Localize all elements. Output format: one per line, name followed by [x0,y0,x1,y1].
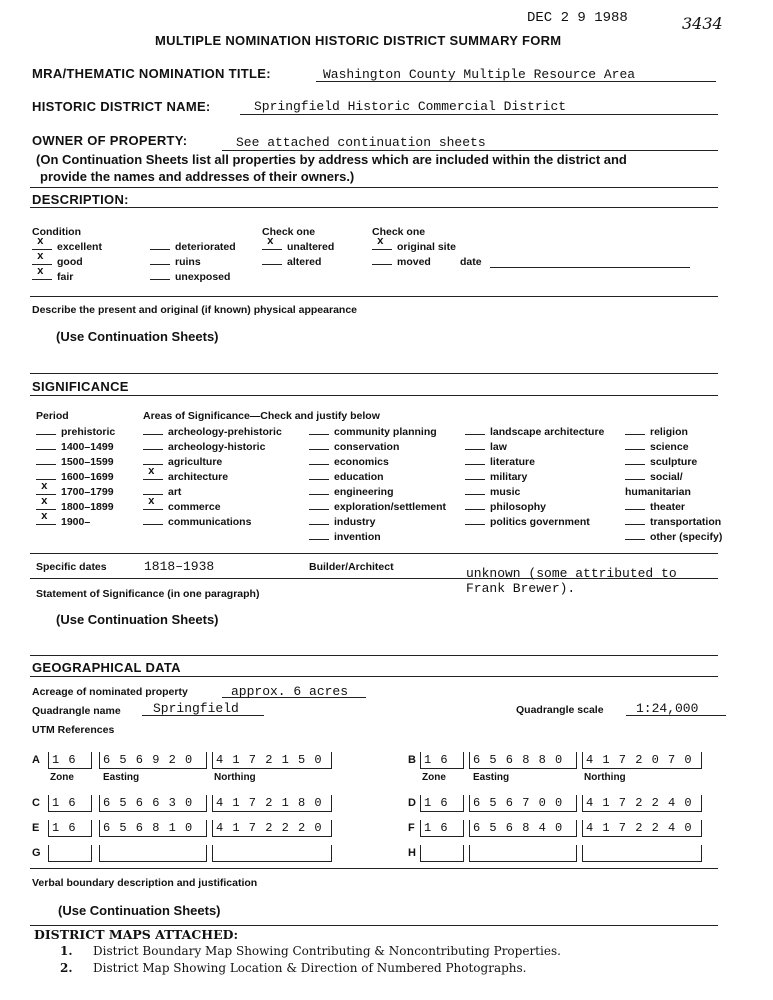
option-unexposed [150,270,236,285]
checkbox-ruins[interactable] [150,256,170,265]
owner-value[interactable]: See attached continuation sheets [236,135,486,150]
check-mark-icon: x [37,266,44,278]
option-label: 1400–1499 [61,441,114,453]
option-label: philosophy [490,501,546,513]
option-agriculture [143,455,282,470]
option-ruins [150,255,236,270]
option-1900 [36,511,115,530]
option-label: unaltered [287,241,335,253]
option-label: fair [57,271,74,283]
option-label: original site [397,241,456,253]
option-label: politics government [490,516,590,528]
checkbox-excellent[interactable] [32,236,52,250]
site-list [372,236,456,270]
checkbox-literature[interactable] [465,456,485,465]
utm-easting-field[interactable]: 6 5 6 6 3 0 [99,795,207,812]
option-1400-1499 [36,440,115,455]
utm-ref-letter: D [408,797,416,809]
option-philosophy [465,500,604,515]
option-moved [372,255,456,270]
option-1500-1599 [36,455,115,470]
checkbox-moved[interactable] [372,256,392,265]
handwritten-number: 3434 [682,14,723,33]
option-archeology-historic [143,440,282,455]
option-label: music [490,486,521,498]
option-label: prehistoric [61,426,116,438]
quadrangle-scale-label: Quadrangle scale [516,704,604,716]
checkbox-unexposed[interactable] [150,271,170,280]
mra-underline [316,81,716,82]
checkbox-theater[interactable] [625,501,645,510]
utm-ref-letter: A [32,754,40,766]
significance-continuation: (Use Continuation Sheets) [56,612,219,627]
checkbox-economics[interactable] [309,456,329,465]
utm-zone-field[interactable]: 1 6 [420,752,464,769]
option-label: landscape architecture [490,426,605,438]
specific-dates-value[interactable]: 1818–1938 [144,559,215,574]
checkbox-exploration-settlement[interactable] [309,501,329,510]
quadrangle-name-label: Quadrangle name [32,705,121,717]
option-label: law [490,441,507,453]
utm-easting-field[interactable] [99,845,207,862]
checkbox-sculpture[interactable] [625,456,645,465]
utm-zone-label: Zone [422,772,446,783]
option-label: archeology-prehistoric [168,426,282,438]
option-label: industry [334,516,376,528]
checkbox-social[interactable] [625,471,645,480]
divider [30,187,718,188]
option-label: moved [397,256,431,268]
option-landscape-architecture [465,425,604,440]
option-label: deteriorated [175,241,236,253]
option-engineering [309,485,446,500]
option-label: military [490,471,528,483]
checkbox-religion[interactable] [625,426,645,435]
option-art [143,485,282,500]
checkbox-invention[interactable] [309,531,329,540]
option-architecture [143,466,282,485]
district-underline [240,114,718,115]
option-science [625,440,722,455]
option-label: architecture [168,471,229,483]
divider [30,373,718,374]
option-label: economics [334,456,389,468]
map-item-number: 1. [60,944,73,958]
scale-underline [626,715,726,716]
option-social [625,470,722,485]
geo-continuation: (Use Continuation Sheets) [58,903,221,918]
option-label: religion [650,426,688,438]
option-community-planning [309,425,446,440]
areas-column-4 [625,425,722,545]
option-label: unexposed [175,271,231,283]
divider [30,925,718,926]
utm-easting-label: Easting [473,772,510,783]
description-heading: DESCRIPTION: [32,192,129,207]
option-literature [465,455,604,470]
option-altered [262,255,334,270]
areas-column-2 [309,425,446,545]
maps-heading: DISTRICT MAPS ATTACHED: [34,927,239,942]
checkbox-archeology-historic[interactable] [143,441,163,450]
checkbox-good[interactable] [32,251,52,265]
areas-column-3 [465,425,604,530]
option-label: invention [334,531,381,543]
check-mark-icon: x [41,481,48,493]
option-politics-government [465,515,604,530]
option-religion [625,425,722,440]
checkbox-military[interactable] [465,471,485,480]
divider [30,553,718,554]
checkbox-engineering[interactable] [309,486,329,495]
checkbox-education[interactable] [309,471,329,480]
utm-zone-field[interactable] [48,845,92,862]
utm-zone-field[interactable]: 1 6 [48,752,92,769]
option-label: sculpture [650,456,698,468]
received-date-stamp: DEC 2 9 1988 [527,10,628,26]
option-military [465,470,604,485]
option-label: 1600–1699 [61,471,114,483]
areas-column-1 [143,425,282,530]
option-label: science [650,441,689,453]
option-commerce [143,496,282,515]
utm-northing-field[interactable]: 4 1 7 2 2 4 0 [582,820,702,837]
checkbox-other-specify[interactable] [625,531,645,540]
map-item-number: 2. [60,961,73,975]
option-label: altered [287,256,322,268]
acreage-value[interactable]: approx. 6 acres [231,684,349,699]
divider [30,655,718,656]
option-label: communications [168,516,252,528]
utm-northing-field[interactable] [212,845,332,862]
option-label: conservation [334,441,400,453]
check-mark-icon: x [148,466,155,478]
quadrangle-name-value[interactable]: Springfield [153,701,239,716]
checkbox-prehistoric[interactable] [36,426,56,435]
map-item-text: District Boundary Map Showing Contributing & Noncontributing Properties. [93,944,561,958]
checkbox-1400-1499[interactable] [36,441,56,450]
checkbox-law[interactable] [465,441,485,450]
utm-northing-field[interactable]: 4 1 7 2 2 4 0 [582,795,702,812]
option-humanitarian [625,485,722,500]
option-label: art [168,486,182,498]
utm-ref-letter: E [32,822,40,834]
checkbox-1900[interactable] [36,511,56,525]
verbal-boundary-label: Verbal boundary description and justification [32,877,258,889]
utm-easting-field[interactable]: 6 5 6 8 4 0 [469,820,577,837]
checkbox-deteriorated[interactable] [150,241,170,250]
option-industry [309,515,446,530]
option-other-specify [625,530,722,545]
option-label: theater [650,501,686,513]
divider [30,578,718,579]
option-label: transportation [650,516,722,528]
utm-easting-field[interactable]: 6 5 6 8 8 0 [469,752,577,769]
option-label: good [57,256,83,268]
option-label: humanitarian [625,486,691,498]
period-label: Period [36,410,69,422]
checkbox-philosophy[interactable] [465,501,485,510]
checkbox-original-site[interactable] [372,236,392,250]
check-mark-icon: x [37,236,44,248]
option-label: literature [490,456,535,468]
utm-ref-letter: G [32,847,41,859]
option-fair [32,266,102,285]
period-list [36,425,115,530]
district-name-value[interactable]: Springfield Historic Commercial District [254,99,567,114]
checkbox-unaltered[interactable] [262,236,282,250]
option-label: 1500–1599 [61,456,114,468]
description-continuation: (Use Continuation Sheets) [56,329,219,344]
option-label: excellent [57,241,102,253]
checkbox-commerce[interactable] [143,496,163,510]
mra-value[interactable]: Washington County Multiple Resource Area [323,67,636,82]
utm-zone-field[interactable] [420,845,464,862]
option-economics [309,455,446,470]
divider [30,296,718,297]
date-field[interactable] [490,267,690,268]
option-label: archeology-historic [168,441,266,453]
divider [30,868,718,869]
check-one-label: Check one [262,226,316,238]
check-mark-icon: x [37,251,44,263]
option-label: 1800–1899 [61,501,114,513]
check-mark-icon: x [41,496,48,508]
divider [30,395,718,396]
option-transportation [625,515,722,530]
checkbox-art[interactable] [143,486,163,495]
utm-easting-label: Easting [103,772,140,783]
utm-easting-field[interactable]: 6 5 6 7 0 0 [469,795,577,812]
acreage-underline [222,697,366,698]
option-conservation [309,440,446,455]
condition-list-2 [150,240,236,285]
divider [30,207,718,208]
option-exploration-settlement [309,500,446,515]
check-one-label-2: Check one [372,226,426,238]
specific-dates-label: Specific dates [36,561,107,573]
option-sculpture [625,455,722,470]
checkbox-transportation[interactable] [625,516,645,525]
form-title: MULTIPLE NOMINATION HISTORIC DISTRICT SUMMARY FORM [155,33,562,48]
checkbox-agriculture[interactable] [143,456,163,465]
option-law [465,440,604,455]
checkbox-community-planning[interactable] [309,426,329,435]
checkbox-politics-government[interactable] [465,516,485,525]
option-label: 1900– [61,516,91,528]
option-label: other (specify) [650,531,723,543]
district-name-label: HISTORIC DISTRICT NAME: [32,99,211,114]
option-label: 1700–1799 [61,486,114,498]
checkbox-industry[interactable] [309,516,329,525]
condition-label: Condition [32,226,81,238]
utm-easting-field[interactable]: 6 5 6 8 1 0 [99,820,207,837]
checkbox-landscape-architecture[interactable] [465,426,485,435]
divider [30,676,718,677]
option-label: engineering [334,486,394,498]
check-mark-icon: x [267,236,274,248]
option-invention [309,530,446,545]
significance-heading: SIGNIFICANCE [32,379,129,394]
option-education [309,470,446,485]
option-label: social/ [650,471,683,483]
option-label: exploration/settlement [334,501,447,513]
utm-ref-letter: C [32,797,40,809]
utm-easting-field[interactable]: 6 5 6 9 2 0 [99,752,207,769]
utm-northing-field[interactable]: 4 1 7 2 2 2 0 [212,820,332,837]
utm-ref-letter: B [408,754,416,766]
owner-note-line2: provide the names and addresses of their owners.) [40,169,355,184]
owner-note-line1: (On Continuation Sheets list all properties by address which are included within the district and [36,152,627,167]
option-prehistoric [36,425,115,440]
condition-list [32,236,102,285]
quadrangle-underline [142,715,264,716]
utm-northing-field[interactable]: 4 1 7 2 1 8 0 [212,795,332,812]
quadrangle-scale-value[interactable]: 1:24,000 [636,701,699,716]
builder-label: Builder/Architect [309,561,394,573]
owner-label: OWNER OF PROPERTY: [32,133,188,148]
checkbox-altered[interactable] [262,256,282,265]
utm-northing-label: Northing [584,772,626,783]
describe-label: Describe the present and original (if known) physical appearance [32,304,358,316]
builder-value-line1[interactable]: unknown (some attributed to [466,566,677,581]
checkbox-1800-1899[interactable] [36,496,56,510]
utm-easting-field[interactable] [469,845,577,862]
utm-zone-field[interactable]: 1 6 [48,795,92,812]
checkbox-1600-1699[interactable] [36,471,56,480]
option-label: ruins [175,256,201,268]
owner-underline [222,150,718,151]
utm-northing-field[interactable] [582,845,702,862]
builder-value-line2[interactable]: Frank Brewer). [466,581,576,596]
utm-northing-label: Northing [214,772,256,783]
checkbox-1700-1799[interactable] [36,481,56,495]
checkbox-music[interactable] [465,486,485,495]
mra-label: MRA/THEMATIC NOMINATION TITLE: [32,66,271,81]
option-label: community planning [334,426,437,438]
utm-ref-letter: F [408,822,415,834]
utm-zone-label: Zone [50,772,74,783]
utm-ref-letter: H [408,847,416,859]
option-music [465,485,604,500]
utm-zone-field[interactable]: 1 6 [420,795,464,812]
checkbox-archeology-prehistoric[interactable] [143,426,163,435]
utm-zone-field[interactable]: 1 6 [48,820,92,837]
acreage-label: Acreage of nominated property [32,686,188,698]
checkbox-communications[interactable] [143,516,163,525]
checkbox-fair[interactable] [32,266,52,280]
utm-northing-field[interactable]: 4 1 7 2 1 5 0 [212,752,332,769]
checkbox-conservation[interactable] [309,441,329,450]
option-deteriorated [150,240,236,255]
option-label: education [334,471,384,483]
option-archeology-prehistoric [143,425,282,440]
utm-zone-field[interactable]: 1 6 [420,820,464,837]
option-communications [143,515,282,530]
alteration-list [262,236,335,270]
utm-label: UTM References [32,724,115,736]
utm-northing-field[interactable]: 4 1 7 2 0 7 0 [582,752,702,769]
checkbox-1500-1599[interactable] [36,456,56,465]
option-unaltered [262,236,335,255]
geo-heading: GEOGRAPHICAL DATA [32,660,181,675]
option-theater [625,500,722,515]
map-item-text: District Map Showing Location & Direction of Numbered Photographs. [93,961,527,975]
option-label: commerce [168,501,221,513]
areas-label: Areas of Significance—Check and justify below [143,410,380,422]
check-mark-icon: x [377,236,384,248]
statement-label: Statement of Significance (in one paragraph) [36,588,260,600]
checkbox-science[interactable] [625,441,645,450]
option-original-site [372,236,456,255]
check-mark-icon: x [41,511,48,523]
option-label: agriculture [168,456,223,468]
checkbox-architecture[interactable] [143,466,163,480]
check-mark-icon: x [148,496,155,508]
date-label: date [460,256,482,268]
